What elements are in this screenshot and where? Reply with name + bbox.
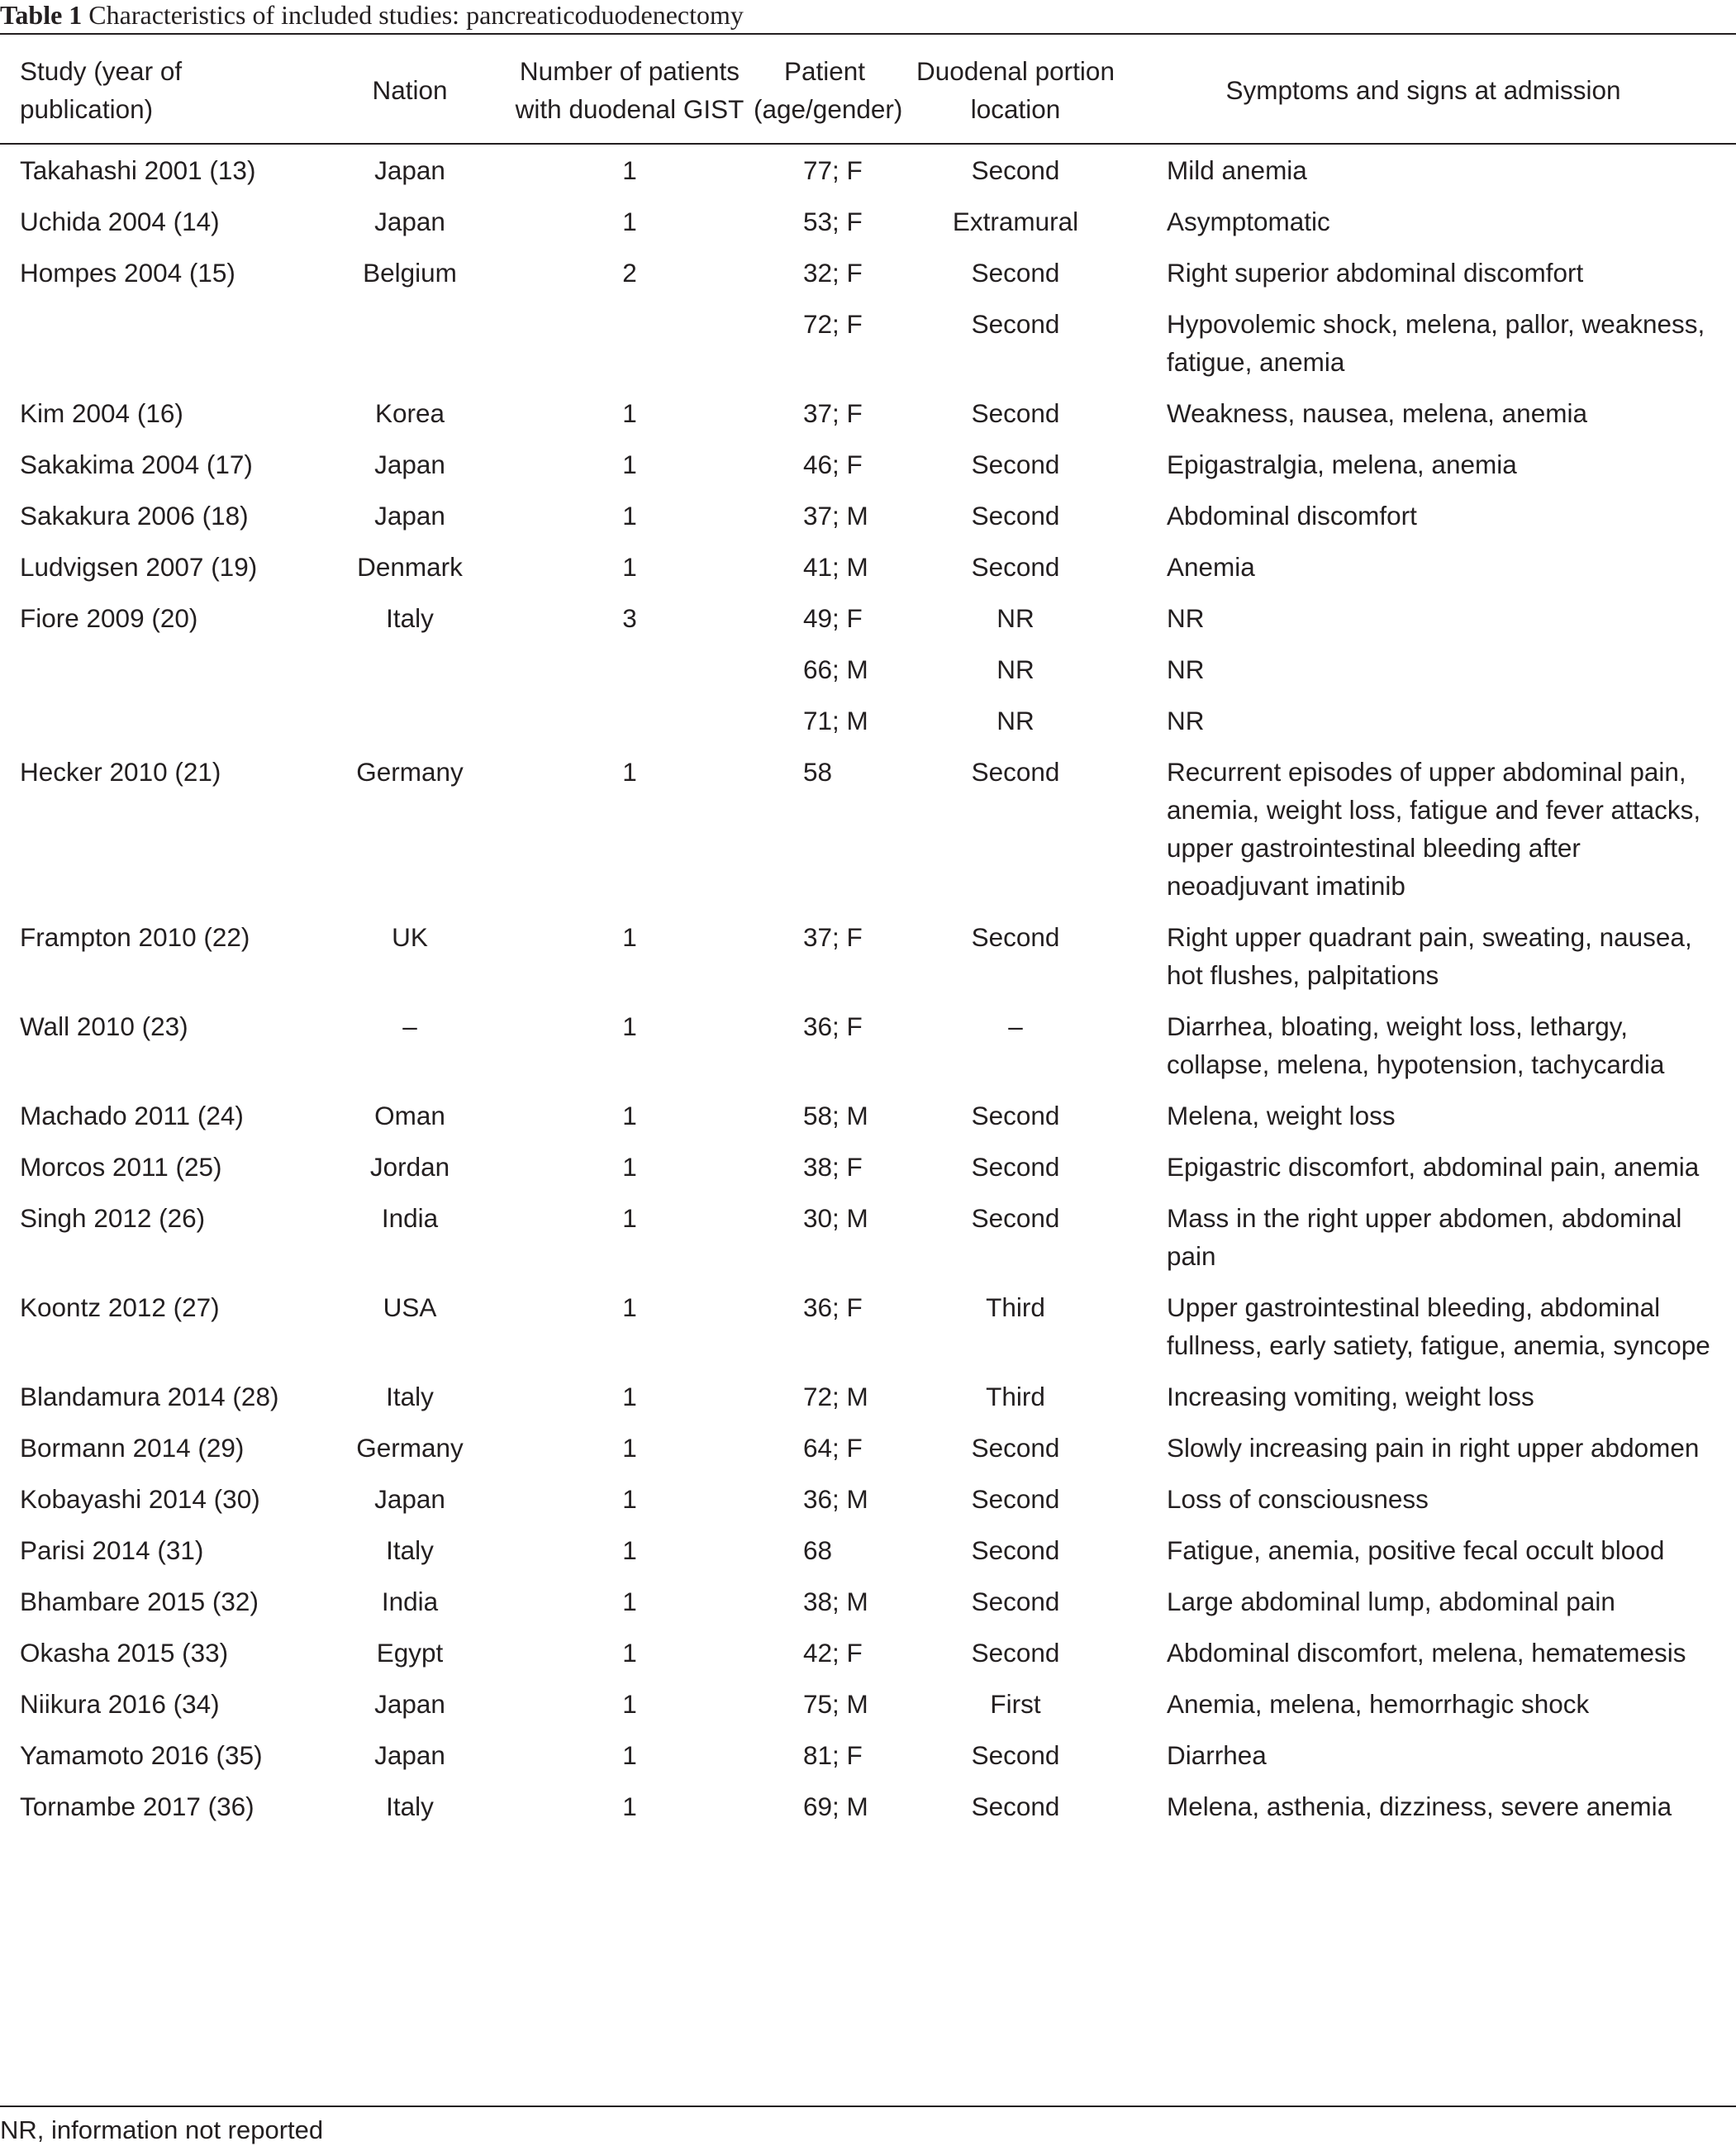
- cell-study: [0, 702, 314, 753]
- table-row: [0, 144, 1736, 202]
- cell-duodenal-location: NR: [996, 603, 1034, 633]
- cell-patient-count: 1: [622, 922, 637, 952]
- table-row: [0, 1429, 1736, 1480]
- cell-patient-count: 1: [622, 552, 637, 582]
- cell-duodenal-location: Second: [971, 1535, 1060, 1565]
- cell-symptoms: Loss of consciousness: [1167, 1484, 1429, 1514]
- cell-patient-count: 1: [622, 1292, 637, 1322]
- cell-age-gender: 37; M: [803, 501, 868, 531]
- table-row: [0, 753, 1736, 918]
- cell-symptoms: Anemia: [1167, 552, 1255, 582]
- cell-symptoms: Increasing vomiting, weight loss: [1167, 1382, 1534, 1411]
- cell-age-gender: 42; F: [803, 1638, 863, 1668]
- cell-nation: Japan: [374, 1689, 445, 1719]
- table-title: Characteristics of included studies: pancreaticoduodenectomy: [88, 0, 744, 30]
- cell-age-gender: 58; M: [803, 1101, 868, 1130]
- cell-symptoms: Recurrent episodes of upper abdominal pain, anemia, weight loss, fatigue and fever attacks, upper gastrointestinal bleeding after neoadjuvant imatinib: [1167, 757, 1701, 901]
- cell-duodenal-location: Second: [971, 1587, 1060, 1616]
- cell-nation: Denmark: [357, 552, 463, 582]
- cell-study: Sakakura 2006 (18): [20, 501, 249, 531]
- cell-symptoms: Weakness, nausea, melena, anemia: [1167, 398, 1587, 428]
- cell-nation: [314, 305, 506, 394]
- cell-study: Singh 2012 (26): [20, 1203, 206, 1233]
- column-header-nation: Nation: [372, 74, 448, 105]
- cell-study: Takahashi 2001 (13): [20, 155, 256, 185]
- table-row: [0, 1787, 1736, 1839]
- table-row: [0, 599, 1736, 650]
- cell-duodenal-location: Second: [971, 1203, 1060, 1233]
- cell-study: Parisi 2014 (31): [20, 1535, 204, 1565]
- cell-symptoms: Right superior abdominal discomfort: [1167, 258, 1584, 288]
- cell-patient-count: 1: [622, 1382, 637, 1411]
- column-header-patient-count: Number of patients with duodenal GIST: [515, 55, 744, 124]
- cell-nation: Italy: [386, 1535, 434, 1565]
- cell-age-gender: 36; M: [803, 1484, 868, 1514]
- cell-symptoms: Upper gastrointestinal bleeding, abdominal fullness, early satiety, fatigue, anemia, syncope: [1167, 1292, 1710, 1360]
- cell-age-gender: 36; F: [803, 1011, 863, 1041]
- table-row: [0, 1378, 1736, 1429]
- cell-nation: USA: [383, 1292, 437, 1322]
- cell-nation: Italy: [386, 1382, 434, 1411]
- cell-study: Frampton 2010 (22): [20, 922, 250, 952]
- table-row: [0, 702, 1736, 753]
- cell-symptoms: Melena, asthenia, dizziness, severe anemia: [1167, 1792, 1672, 1821]
- table-row: [0, 1148, 1736, 1199]
- cell-nation: Japan: [374, 450, 445, 479]
- cell-symptoms: Large abdominal lump, abdominal pain: [1167, 1587, 1615, 1616]
- cell-age-gender: 71; M: [803, 706, 868, 735]
- cell-age-gender: 68: [803, 1535, 833, 1565]
- cell-symptoms: Hypovolemic shock, melena, pallor, weakness, fatigue, anemia: [1167, 309, 1705, 377]
- cell-nation: India: [381, 1587, 439, 1616]
- cell-patient-count: 2: [622, 258, 637, 288]
- cell-symptoms: Anemia, melena, hemorrhagic shock: [1167, 1689, 1590, 1719]
- table-caption: [0, 0, 744, 30]
- cell-study: Niikura 2016 (34): [20, 1689, 220, 1719]
- cell-patient-count: [506, 305, 754, 394]
- cell-nation: Germany: [356, 1433, 464, 1463]
- cell-duodenal-location: Second: [971, 1101, 1060, 1130]
- cell-duodenal-location: Second: [971, 450, 1060, 479]
- cell-age-gender: 49; F: [803, 603, 863, 633]
- cell-age-gender: 38; M: [803, 1587, 868, 1616]
- table-row: [0, 1582, 1736, 1634]
- cell-age-gender: 66; M: [803, 654, 868, 684]
- cell-duodenal-location: Third: [986, 1382, 1045, 1411]
- cell-symptoms: Abdominal discomfort: [1167, 501, 1417, 531]
- cell-duodenal-location: Second: [971, 757, 1060, 787]
- cell-study: Ludvigsen 2007 (19): [20, 552, 258, 582]
- cell-symptoms: Abdominal discomfort, melena, hematemesis: [1167, 1638, 1686, 1668]
- cell-duodenal-location: Second: [971, 258, 1060, 288]
- cell-patient-count: [506, 650, 754, 702]
- cell-patient-count: 1: [622, 1484, 637, 1514]
- cell-symptoms: Diarrhea, bloating, weight loss, lethargy, collapse, melena, hypotension, tachycardia: [1167, 1011, 1665, 1079]
- cell-symptoms: Fatigue, anemia, positive fecal occult blood: [1167, 1535, 1665, 1565]
- cell-patient-count: 1: [622, 1587, 637, 1616]
- cell-age-gender: 32; F: [803, 258, 863, 288]
- table-footnote: NR, information not reported: [0, 2115, 324, 2144]
- cell-study: Koontz 2012 (27): [20, 1292, 220, 1322]
- cell-symptoms: Right upper quadrant pain, sweating, nausea, hot flushes, palpitations: [1167, 922, 1692, 990]
- cell-study: [0, 650, 314, 702]
- cell-nation: UK: [392, 922, 428, 952]
- cell-duodenal-location: Second: [971, 1740, 1060, 1770]
- cell-nation: Italy: [386, 1792, 434, 1821]
- cell-duodenal-location: Second: [971, 501, 1060, 531]
- cell-study: Machado 2011 (24): [20, 1101, 244, 1130]
- column-header-duodenal-location: Duodenal portion location: [916, 55, 1115, 124]
- cell-nation: Japan: [374, 501, 445, 531]
- cell-age-gender: 30; M: [803, 1203, 868, 1233]
- cell-patient-count: [506, 702, 754, 753]
- cell-symptoms: Slowly increasing pain in right upper abdomen: [1167, 1433, 1700, 1463]
- table-row: [0, 445, 1736, 497]
- cell-patient-count: 1: [622, 1792, 637, 1821]
- top-rule: [0, 33, 1736, 35]
- table-row: [0, 1199, 1736, 1288]
- table-label: Table 1: [0, 0, 83, 30]
- cell-duodenal-location: Second: [971, 309, 1060, 339]
- cell-age-gender: 53; F: [803, 207, 863, 236]
- cell-nation: Jordan: [369, 1152, 450, 1182]
- cell-age-gender: 37; F: [803, 922, 863, 952]
- table-row: [0, 1007, 1736, 1097]
- table-row: [0, 305, 1736, 394]
- cell-nation: [314, 650, 506, 702]
- cell-duodenal-location: NR: [996, 654, 1034, 684]
- cell-symptoms: NR: [1167, 654, 1205, 684]
- cell-patient-count: 1: [622, 450, 637, 479]
- cell-patient-count: 1: [622, 1203, 637, 1233]
- cell-age-gender: 36; F: [803, 1292, 863, 1322]
- cell-patient-count: 1: [622, 501, 637, 531]
- cell-patient-count: 1: [622, 1638, 637, 1668]
- cell-patient-count: 1: [622, 155, 637, 185]
- cell-duodenal-location: Second: [971, 398, 1060, 428]
- table-row: [0, 918, 1736, 1007]
- table-row: [0, 650, 1736, 702]
- cell-nation: Korea: [374, 398, 445, 428]
- cell-study: Blandamura 2014 (28): [20, 1382, 279, 1411]
- cell-study: Sakakima 2004 (17): [20, 450, 253, 479]
- cell-study: Tornambe 2017 (36): [20, 1792, 254, 1821]
- cell-nation: Oman: [374, 1101, 445, 1130]
- cell-study: [0, 305, 314, 394]
- cell-age-gender: 69; M: [803, 1792, 868, 1821]
- cell-duodenal-location: –: [1008, 1011, 1023, 1041]
- cell-symptoms: Epigastric discomfort, abdominal pain, anemia: [1167, 1152, 1700, 1182]
- cell-age-gender: 77; F: [803, 155, 863, 185]
- cell-patient-count: 1: [622, 1011, 637, 1041]
- table-row: [0, 1480, 1736, 1531]
- cell-patient-count: 1: [622, 207, 637, 236]
- cell-age-gender: 41; M: [803, 552, 868, 582]
- cell-patient-count: 1: [622, 1152, 637, 1182]
- cell-age-gender: 64; F: [803, 1433, 863, 1463]
- cell-symptoms: NR: [1167, 706, 1205, 735]
- table-row: [0, 394, 1736, 445]
- cell-symptoms: Epigastralgia, melena, anemia: [1167, 450, 1517, 479]
- cell-duodenal-location: Extramural: [952, 207, 1079, 236]
- cell-patient-count: 1: [622, 398, 637, 428]
- cell-duodenal-location: Second: [971, 1792, 1060, 1821]
- cell-age-gender: 37; F: [803, 398, 863, 428]
- table-row: [0, 1685, 1736, 1736]
- cell-nation: Egypt: [376, 1638, 444, 1668]
- cell-age-gender: 46; F: [803, 450, 863, 479]
- table-row: [0, 1736, 1736, 1787]
- cell-study: Kobayashi 2014 (30): [20, 1484, 260, 1514]
- cell-age-gender: 75; M: [803, 1689, 868, 1719]
- cell-duodenal-location: NR: [996, 706, 1034, 735]
- cell-study: Morcos 2011 (25): [20, 1152, 222, 1182]
- cell-study: Fiore 2009 (20): [20, 603, 198, 633]
- cell-duodenal-location: Second: [971, 1433, 1060, 1463]
- table-row: [0, 202, 1736, 254]
- cell-symptoms: Diarrhea: [1167, 1740, 1267, 1770]
- table-row: [0, 497, 1736, 548]
- header-row: [0, 38, 1736, 144]
- cell-symptoms: NR: [1167, 603, 1205, 633]
- cell-study: Wall 2010 (23): [20, 1011, 188, 1041]
- cell-symptoms: Mild anemia: [1167, 155, 1307, 185]
- cell-study: Hecker 2010 (21): [20, 757, 221, 787]
- cell-symptoms: Mass in the right upper abdomen, abdominal pain: [1167, 1203, 1682, 1271]
- cell-nation: Japan: [374, 1740, 445, 1770]
- cell-age-gender: 81; F: [803, 1740, 863, 1770]
- cell-patient-count: 3: [622, 603, 637, 633]
- cell-duodenal-location: Second: [971, 1152, 1060, 1182]
- cell-symptoms: Asymptomatic: [1167, 207, 1330, 236]
- cell-nation: India: [381, 1203, 439, 1233]
- cell-patient-count: 1: [622, 1101, 637, 1130]
- cell-study: Bhambare 2015 (32): [20, 1587, 259, 1616]
- column-header-patient-age-gender: Patient (age/gender): [754, 55, 903, 124]
- cell-age-gender: 72; M: [803, 1382, 868, 1411]
- cell-study: Uchida 2004 (14): [20, 207, 220, 236]
- table-row: [0, 1097, 1736, 1148]
- cell-symptoms: Melena, weight loss: [1167, 1101, 1396, 1130]
- column-header-symptoms: Symptoms and signs at admission: [1225, 74, 1621, 105]
- cell-duodenal-location: Third: [986, 1292, 1045, 1322]
- cell-duodenal-location: Second: [971, 1484, 1060, 1514]
- cell-nation: [314, 702, 506, 753]
- cell-nation: Japan: [374, 1484, 445, 1514]
- cell-nation: Belgium: [363, 258, 457, 288]
- cell-study: Okasha 2015 (33): [20, 1638, 229, 1668]
- cell-study: Hompes 2004 (15): [20, 258, 235, 288]
- table-body: [0, 144, 1736, 1839]
- cell-study: Bormann 2014 (29): [20, 1433, 245, 1463]
- cell-duodenal-location: First: [990, 1689, 1041, 1719]
- cell-study: Yamamoto 2016 (35): [20, 1740, 263, 1770]
- table-row: [0, 1634, 1736, 1685]
- cell-nation: Germany: [356, 757, 464, 787]
- cell-age-gender: 38; F: [803, 1152, 863, 1182]
- cell-duodenal-location: Second: [971, 1638, 1060, 1668]
- cell-patient-count: 1: [622, 1433, 637, 1463]
- cell-duodenal-location: Second: [971, 552, 1060, 582]
- cell-duodenal-location: Second: [971, 155, 1060, 185]
- cell-nation: Italy: [386, 603, 434, 633]
- cell-age-gender: 72; F: [803, 309, 863, 339]
- cell-patient-count: 1: [622, 757, 637, 787]
- column-header-study: Study (year of publication): [20, 55, 183, 124]
- cell-patient-count: 1: [622, 1535, 637, 1565]
- table-row: [0, 1288, 1736, 1378]
- cell-nation: Japan: [374, 207, 445, 236]
- cell-duodenal-location: Second: [971, 922, 1060, 952]
- table-row: [0, 254, 1736, 305]
- cell-study: Kim 2004 (16): [20, 398, 183, 428]
- bottom-rule: [0, 2106, 1736, 2107]
- characteristics-table: [0, 38, 1736, 1839]
- cell-patient-count: 1: [622, 1740, 637, 1770]
- table-row: [0, 548, 1736, 599]
- cell-nation: Japan: [374, 155, 445, 185]
- cell-patient-count: 1: [622, 1689, 637, 1719]
- table-row: [0, 1531, 1736, 1582]
- cell-age-gender: 58: [803, 757, 833, 787]
- cell-nation: –: [402, 1011, 417, 1041]
